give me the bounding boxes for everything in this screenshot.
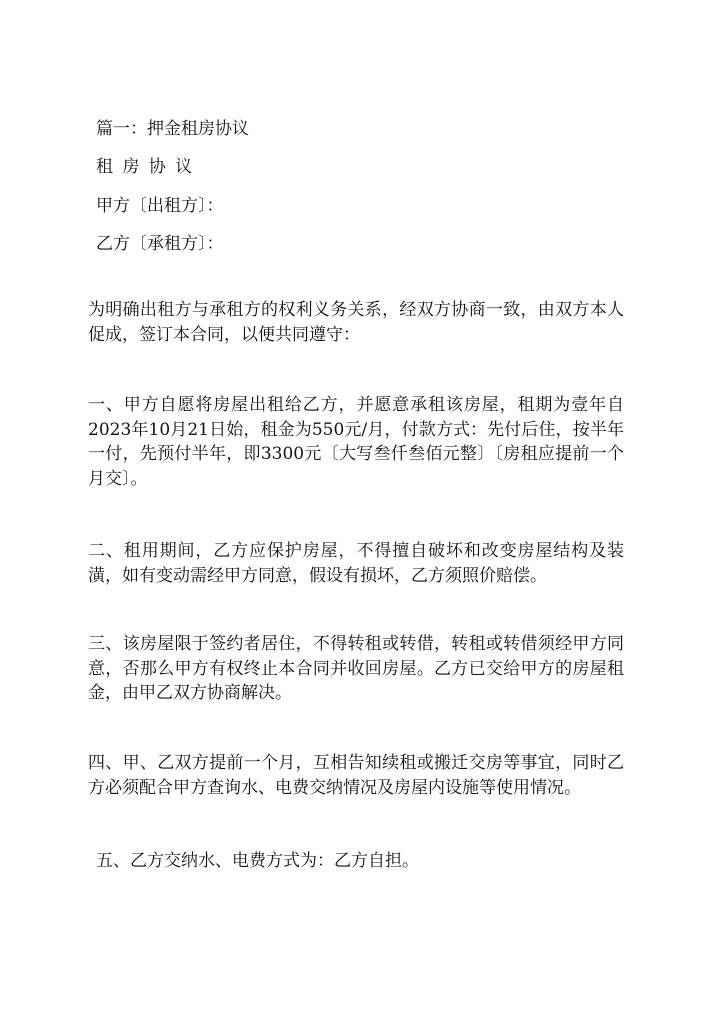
intro-paragraph: 为明确出租方与承租方的权利义务关系，经双方协商一致，由双方本人促成，签订本合同，以便共同遵守： xyxy=(88,300,624,345)
party-a-label: 甲方〔出租方〕： xyxy=(96,196,224,216)
party-b-label: 乙方〔承租方〕： xyxy=(96,234,224,254)
clause-2: 二、租用期间，乙方应保护房屋，不得擅自破坏和改变房屋结构及装潢，如有变动需经甲方同意，假设有损坏，乙方须照价赔偿。 xyxy=(88,541,624,586)
clause-3: 三、该房屋限于签约者居住，不得转租或转借，转租或转借须经甲方同意，否那么甲方有权终止本合同并收回房屋。乙方已交给甲方的房屋租金，由甲乙双方协商解决。 xyxy=(88,634,624,703)
section-heading: 篇一：押金租房协议 xyxy=(96,119,249,139)
document-title: 租 房 协 议 xyxy=(96,157,195,177)
clause-4: 四、甲、乙双方提前一个月，互相告知续租或搬迁交房等事宜，同时乙方必须配合甲方查询水、电费交纳情况及房屋内设施等使用情况。 xyxy=(88,753,624,798)
clause-1: 一、甲方自愿将房屋出租给乙方，并愿意承租该房屋，租期为壹年自2023年10月21日始，租金为550元/月，付款方式：先付后住，按半年一付，先预付半年，即3300元〔大写叁仟叁佰元整〕〔房租应提前一个月交〕。 xyxy=(88,395,624,489)
clause-5: 五、乙方交纳水、电费方式为：乙方自担。 xyxy=(96,851,419,871)
